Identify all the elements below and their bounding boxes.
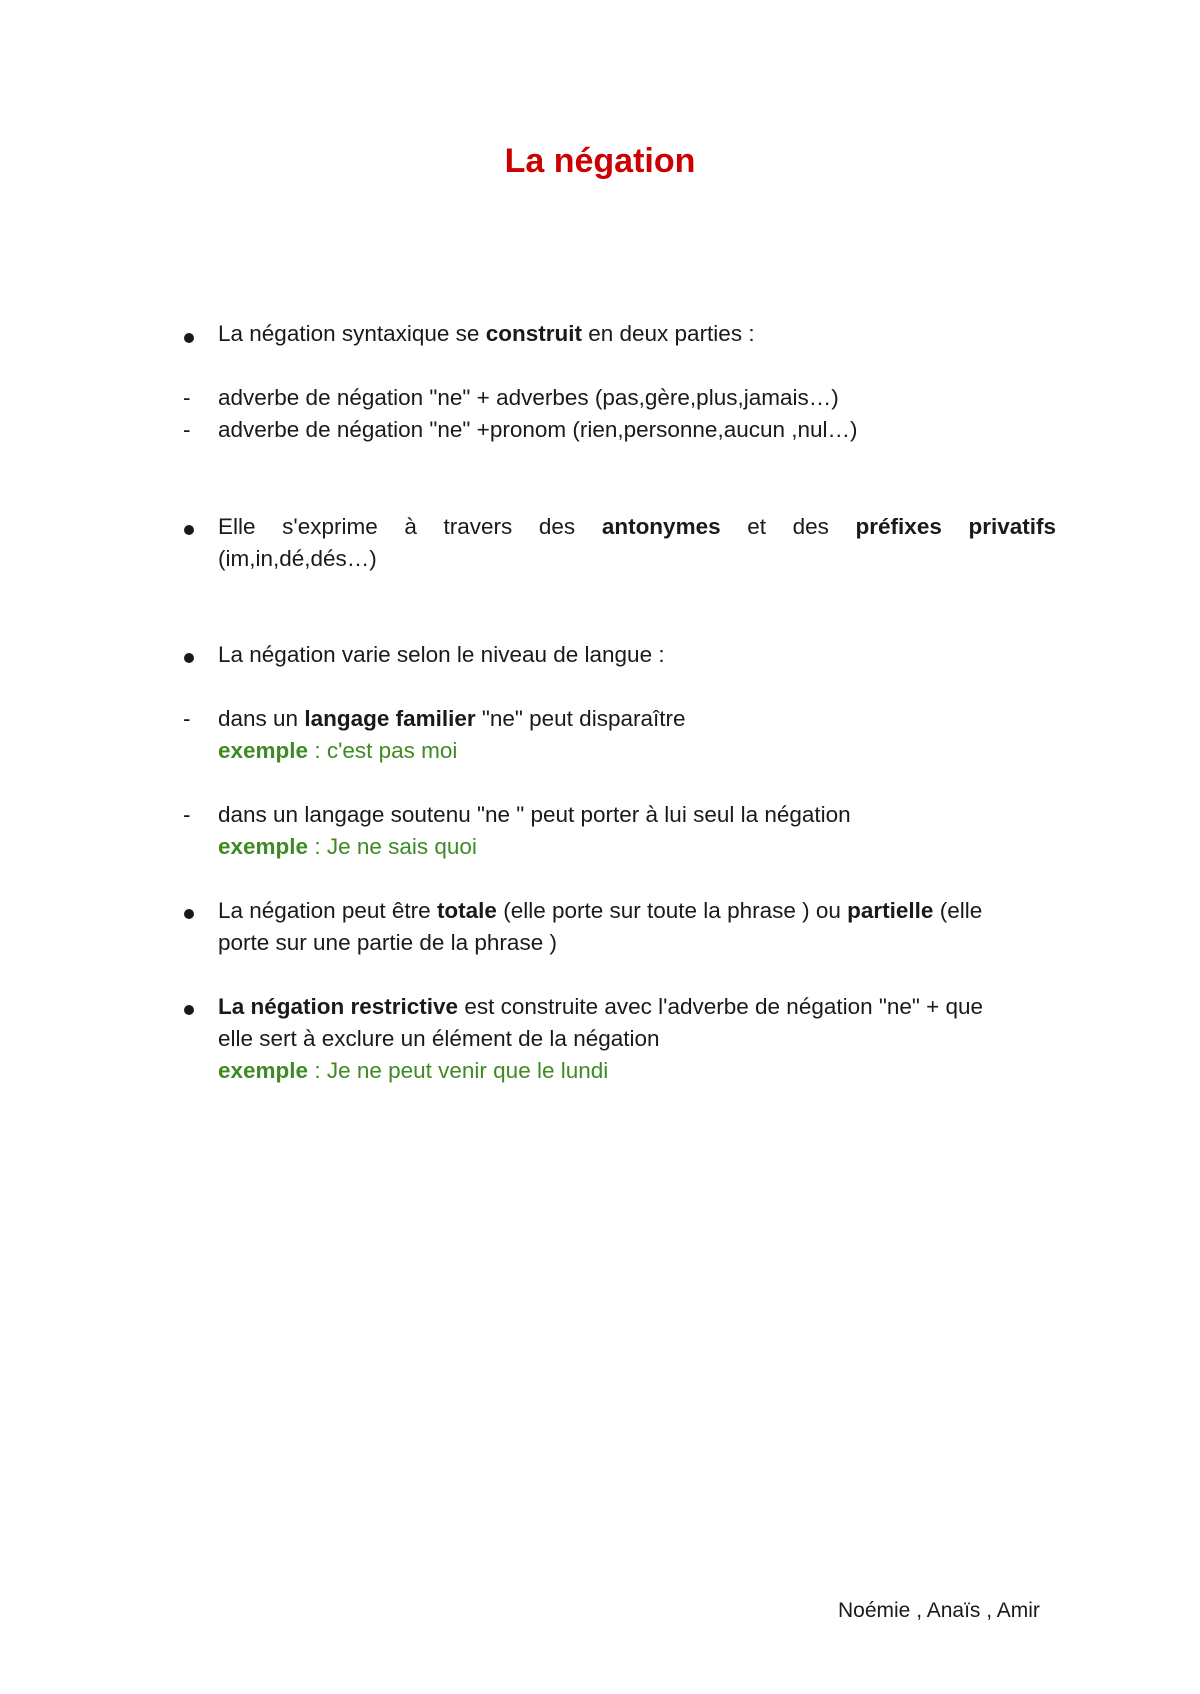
authors-footer: Noémie , Anaïs , Amir: [838, 1599, 1040, 1622]
s2-line-2: (im,in,dé,dés…): [218, 546, 377, 571]
s5-example: exemple : Je ne peut venir que le lundi: [218, 1058, 609, 1083]
s4-line-2: porte sur une partie de la phrase ): [218, 930, 557, 955]
s3-sustained: dans un langage soutenu "ne " peut porter à lui seul la négation: [218, 802, 851, 827]
s3-sustained-example: exemple : Je ne sais quoi: [218, 834, 477, 859]
s1-item-1: adverbe de négation "ne" + adverbes (pas,gère,plus,jamais…): [218, 385, 839, 410]
s5-line-1: La négation restrictive est construite avec l'adverbe de négation "ne" + que: [218, 994, 984, 1019]
dash-marker: -: [183, 385, 191, 410]
s3-familiar-example: exemple : c'est pas moi: [218, 738, 458, 763]
bullet-4: [184, 909, 194, 919]
dash-marker: -: [183, 706, 191, 731]
bullet-1: [184, 333, 194, 343]
dash-marker: -: [183, 417, 191, 442]
bullet-3: [184, 653, 194, 663]
s4-line-1: La négation peut être totale (elle porte sur toute la phrase ) ou partielle (elle: [218, 898, 983, 923]
s1-intro: La négation syntaxique se construit en deux parties :: [218, 321, 755, 346]
page-title: La négation: [504, 142, 696, 180]
s2-line-1: Elle s'exprime à travers des antonymes et des préfixes privatifs: [218, 514, 1057, 539]
s3-intro: La négation varie selon le niveau de langue :: [218, 642, 665, 667]
dash-marker: -: [183, 802, 191, 827]
bullet-2: [184, 525, 194, 535]
s3-familiar: dans un langage familier "ne" peut disparaître: [218, 706, 686, 731]
bullet-5: [184, 1005, 194, 1015]
s1-item-2: adverbe de négation "ne" +pronom (rien,personne,aucun ,nul…): [218, 417, 858, 442]
s5-line-2: elle sert à exclure un élément de la négation: [218, 1026, 660, 1051]
